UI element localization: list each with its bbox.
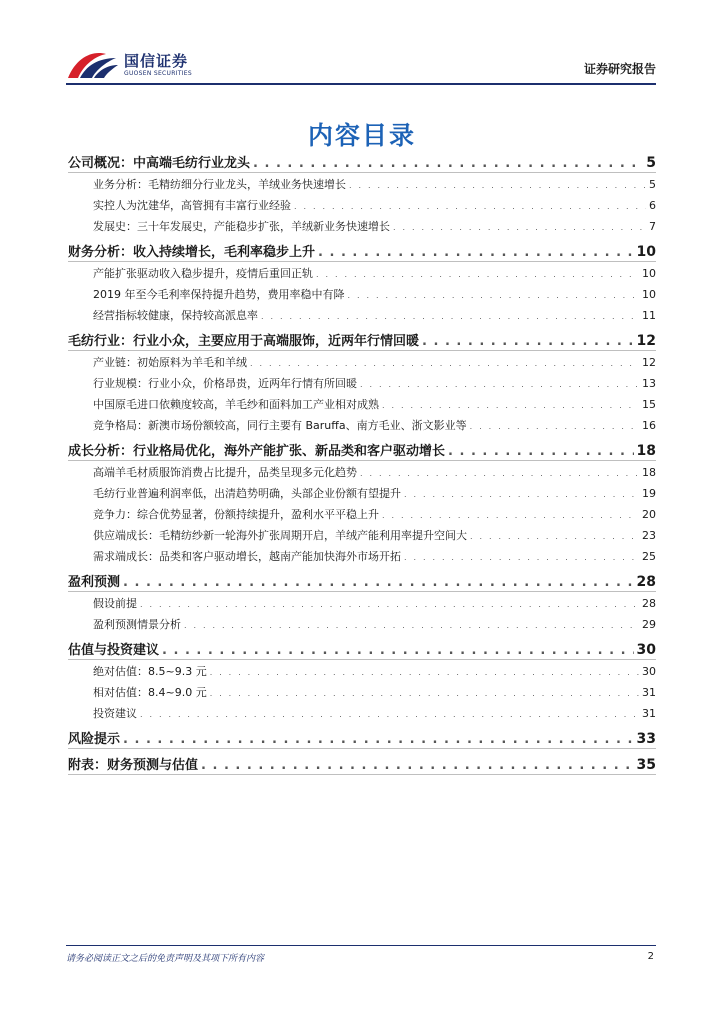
toc-leader-dots xyxy=(140,710,639,719)
toc-leader-dots xyxy=(294,202,646,211)
toc-leader-dots xyxy=(201,758,634,773)
toc-leader-dots xyxy=(349,181,646,190)
toc-entry-page: 12 xyxy=(636,333,656,349)
toc-section-entry[interactable] xyxy=(68,639,656,659)
toc-section-underline xyxy=(68,748,656,749)
toc-entry-title: 绝对估值：8.5~9.3 元 xyxy=(93,665,207,678)
toc-subsection-entry[interactable] xyxy=(93,595,656,613)
toc-entry-title: 产业链：初始原料为羊毛和羊绒 xyxy=(93,356,247,369)
toc-entry-page: 10 xyxy=(642,267,656,280)
toc-leader-dots xyxy=(404,553,639,562)
toc-section-entry[interactable] xyxy=(68,152,656,172)
toc-leader-dots xyxy=(123,732,634,747)
toc-leader-dots xyxy=(393,223,646,232)
toc-leader-dots xyxy=(210,689,639,698)
toc-leader-dots xyxy=(382,401,639,410)
toc-entry-page: 18 xyxy=(636,443,656,459)
toc-leader-dots xyxy=(318,245,634,260)
toc-entry-page: 25 xyxy=(642,550,656,563)
toc-entry-title: 经营指标较健康，保持较高派息率 xyxy=(93,309,258,322)
toc-section-entry[interactable] xyxy=(68,241,656,261)
toc-subsection-entry[interactable] xyxy=(93,506,656,524)
toc-entry-title: 相对估值：8.4~9.0 元 xyxy=(93,686,207,699)
toc-entry-page: 33 xyxy=(636,731,656,747)
toc-entry-title: 发展史：三十年发展史，产能稳步扩张，羊绒新业务快速增长 xyxy=(93,220,390,233)
toc-entry-title: 行业规模：行业小众，价格昂贵，近两年行情有所回暖 xyxy=(93,377,357,390)
toc-entry-page: 12 xyxy=(642,356,656,369)
toc-section-underline xyxy=(68,460,656,461)
toc-leader-dots xyxy=(348,291,640,300)
toc-entry-title: 实控人为沈建华，高管拥有丰富行业经验 xyxy=(93,199,291,212)
toc-section-entry[interactable] xyxy=(68,440,656,460)
toc-entry-page: 29 xyxy=(642,618,656,631)
toc-entry-title: 盈利预测情景分析 xyxy=(93,618,181,631)
toc-entry-page: 28 xyxy=(642,597,656,610)
toc-entry-page: 5 xyxy=(649,178,656,191)
toc-entry-title: 竞争格局：新澳市场份额较高，同行主要有 Baruffa、南方毛业、浙文影业等 xyxy=(93,419,467,432)
toc-entry-title: 财务分析：收入持续增长，毛利率稳步上升 xyxy=(68,245,316,260)
toc-leader-dots xyxy=(162,643,634,658)
toc-entry-title: 假设前提 xyxy=(93,597,137,610)
toc-entry-page: 6 xyxy=(649,199,656,212)
footer-page-number: 2 xyxy=(647,951,654,962)
toc-entry-title: 产能扩张驱动收入稳步提升，疫情后重回正轨 xyxy=(93,267,313,280)
toc-entry-page: 31 xyxy=(642,686,656,699)
toc-entry-page: 5 xyxy=(646,155,656,171)
toc-entry-page: 20 xyxy=(642,508,656,521)
toc-subsection-entry[interactable] xyxy=(93,218,656,236)
footer-disclaimer: 请务必阅读正文之后的免责声明及其项下所有内容 xyxy=(66,954,265,964)
toc-entry-page: 13 xyxy=(642,377,656,390)
toc-entry-page: 16 xyxy=(642,419,656,432)
toc-leader-dots xyxy=(470,422,639,431)
page-header xyxy=(66,48,656,84)
toc-subsection-entry[interactable] xyxy=(93,527,656,545)
toc-subsection-entry[interactable] xyxy=(93,286,656,304)
toc-leader-dots xyxy=(448,444,634,459)
toc-subsection-entry[interactable] xyxy=(93,464,656,482)
toc-entry-title: 毛纺行业普遍利润率低，出清趋势明确，头部企业份额有望提升 xyxy=(93,487,401,500)
toc-entry-title: 业务分析：毛精纺细分行业龙头，羊绒业务快速增长 xyxy=(93,178,346,191)
logo-chinese-name: 国信证券 xyxy=(124,52,189,70)
toc-subsection-entry[interactable] xyxy=(93,354,656,372)
toc-entry-title: 2019 年至今毛利率保持提升趋势，费用率稳中有降 xyxy=(93,288,345,301)
toc-entry-page: 10 xyxy=(636,244,656,260)
toc-entry-title: 附表：财务预测与估值 xyxy=(68,758,199,773)
guosen-logo-icon xyxy=(66,48,120,82)
toc-section-underline xyxy=(68,261,656,262)
toc-subsection-entry[interactable] xyxy=(93,548,656,566)
toc-entry-page: 10 xyxy=(642,288,656,301)
toc-subsection-entry[interactable] xyxy=(93,176,656,194)
toc-entry-page: 19 xyxy=(642,487,656,500)
toc-section-underline xyxy=(68,591,656,592)
toc-entry-title: 公司概况：中高端毛纺行业龙头 xyxy=(68,156,251,171)
toc-subsection-entry[interactable] xyxy=(93,197,656,215)
toc-leader-dots xyxy=(360,469,639,478)
toc-entry-page: 18 xyxy=(642,466,656,479)
report-type-label: 证券研究报告 xyxy=(583,62,656,76)
toc-entry-title: 毛纺行业：行业小众，主要应用于高端服饰，近两年行情回暖 xyxy=(68,334,420,349)
guosen-logo xyxy=(66,48,192,82)
toc-section-underline xyxy=(68,659,656,660)
toc-leader-dots xyxy=(250,359,639,368)
toc-entry-title: 风险提示 xyxy=(68,732,121,747)
toc-section-underline xyxy=(68,774,656,775)
toc-entry-page: 35 xyxy=(636,757,656,773)
toc-section-underline xyxy=(68,172,656,173)
toc-leader-dots xyxy=(404,490,639,499)
toc-subsection-entry[interactable] xyxy=(93,265,656,283)
toc-leader-dots xyxy=(253,156,643,171)
toc-entry-page: 15 xyxy=(642,398,656,411)
toc-entry-title: 竞争力：综合优势显著，份额持续提升，盈利水平平稳上升 xyxy=(93,508,379,521)
toc-entry-page: 31 xyxy=(642,707,656,720)
toc-leader-dots xyxy=(470,532,639,541)
toc-entry-title: 投资建议 xyxy=(93,707,137,720)
toc-entry-title: 估值与投资建议 xyxy=(68,643,160,658)
toc-subsection-entry[interactable] xyxy=(93,396,656,414)
toc-subsection-entry[interactable] xyxy=(93,684,656,702)
toc-leader-dots xyxy=(210,668,639,677)
toc-leader-dots xyxy=(123,575,634,590)
toc-entry-page: 23 xyxy=(642,529,656,542)
toc-subsection-entry[interactable] xyxy=(93,417,656,435)
toc-entry-page: 28 xyxy=(636,574,656,590)
toc-entry-title: 中国原毛进口依赖度较高，羊毛纱和面料加工产业相对成熟 xyxy=(93,398,379,411)
toc-section-underline xyxy=(68,350,656,351)
toc-leader-dots xyxy=(360,380,639,389)
toc-subsection-entry[interactable] xyxy=(93,375,656,393)
logo-english-name: GUOSEN SECURITIES xyxy=(124,70,193,77)
toc-entry-title: 盈利预测 xyxy=(68,575,121,590)
header-divider xyxy=(66,83,656,85)
toc-section-entry[interactable] xyxy=(68,728,656,748)
toc-leader-dots xyxy=(261,312,639,321)
toc-subsection-entry[interactable] xyxy=(93,663,656,681)
toc-entry-title: 高端羊毛材质服饰消费占比提升，品类呈现多元化趋势 xyxy=(93,466,357,479)
toc-entry-page: 30 xyxy=(642,665,656,678)
toc-leader-dots xyxy=(184,621,639,630)
toc-entry-page: 11 xyxy=(642,309,656,322)
toc-title: 内容目录 xyxy=(307,121,416,150)
toc-subsection-entry[interactable] xyxy=(93,616,656,634)
toc-entry-title: 成长分析：行业格局优化，海外产能扩张、新品类和客户驱动增长 xyxy=(68,444,446,459)
footer-divider xyxy=(66,945,656,946)
toc-leader-dots xyxy=(382,511,639,520)
toc-section-entry[interactable] xyxy=(68,330,656,350)
toc-subsection-entry[interactable] xyxy=(93,705,656,723)
toc-section-entry[interactable] xyxy=(68,571,656,591)
toc-entry-title: 供应端成长：毛精纺纱新一轮海外扩张周期开启，羊绒产能利用率提升空间大 xyxy=(93,529,467,542)
toc-leader-dots xyxy=(422,334,634,349)
toc-subsection-entry[interactable] xyxy=(93,485,656,503)
toc-subsection-entry[interactable] xyxy=(93,307,656,325)
toc-section-entry[interactable] xyxy=(68,754,656,774)
toc-entry-page: 30 xyxy=(636,642,656,658)
toc-entry-title: 需求端成长：品类和客户驱动增长，越南产能加快海外市场开拓 xyxy=(93,550,401,563)
toc-entry-page: 7 xyxy=(649,220,656,233)
toc-leader-dots xyxy=(140,600,639,609)
toc-leader-dots xyxy=(316,270,639,279)
